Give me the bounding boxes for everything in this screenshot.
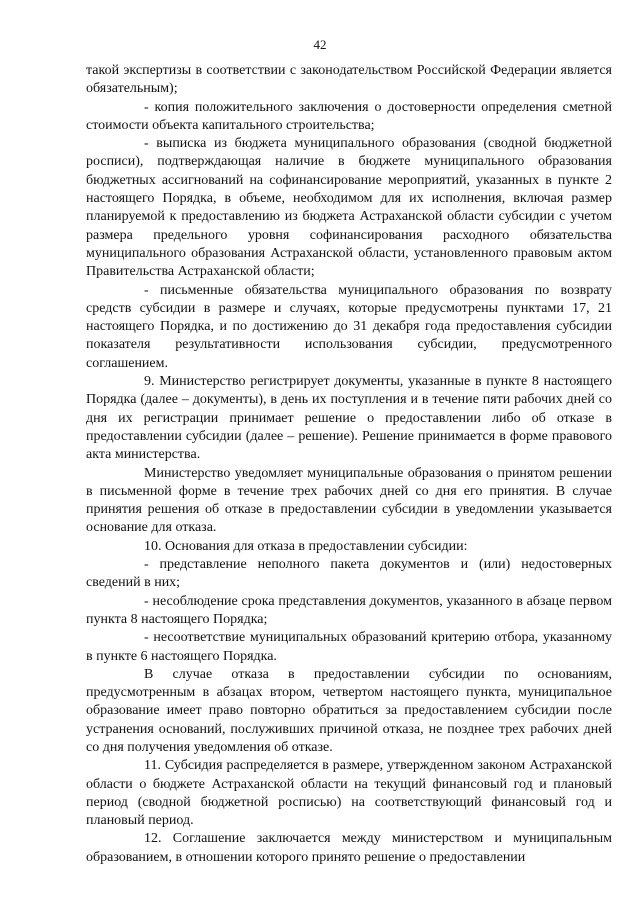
paragraph: - несоответствие муниципальных образований критерию отбора, указанному в пункте 6 настоящего Порядка.	[86, 630, 612, 664]
paragraph: 12. Соглашение заключается между министерством и муниципальным образованием, в отношении которого принято решение о предоставлении	[86, 831, 612, 865]
paragraph: Министерство уведомляет муниципальные образования о принятом решении в письменной форме в течение трех рабочих дней со дня его принятия. В случае принятия решения об отказе в предоставлении субсидии в уведомлении указывается основание для отказа.	[86, 465, 612, 536]
paragraph: В случае отказа в предоставлении субсидии по основаниям, предусмотренным в абзацах втором, четвертом настоящего пункта, муниципальное образование имеет право повторно обратиться за предоставлением субсидии после устранения оснований, послуживших причиной отказа, не позднее трех рабочих дней со дня получения уведомления об отказе.	[86, 666, 612, 755]
page-number: 42	[313, 37, 327, 52]
document-body	[86, 62, 612, 867]
paragraph: - письменные обязательства муниципального образования по возврату средств субсидии в размере и случаях, которые предусмотрены пунктами 17, 21 настоящего Порядка, и по достижению до 31 декабря года предоставления субсидии показателя результативности использования субсидии, предусмотренного соглашением.	[86, 282, 612, 371]
paragraph: - выписка из бюджета муниципального образования (сводной бюджетной росписи), подтверждающая наличие в бюджете муниципального образования бюджетных ассигнований на софинансирование мероприятий, указанных в пункте 2 настоящего Порядка, в объеме, необходимом для их исполнения, включая размер планируемой к предоставлению из бюджета Астраханской области субсидии с учетом размера предельного уровня софинансирования расходного обязательства муниципального образования Астраханской области, установленного правовым актом Правительства Астраханской области;	[86, 136, 612, 280]
paragraph: - представление неполного пакета документов и (или) недостоверных сведений в них;	[86, 557, 612, 591]
paragraph: - несоблюдение срока представления документов, указанного в абзаце первом пункта 8 настоящего Порядка;	[86, 593, 612, 627]
paragraph: 9. Министерство регистрирует документы, указанные в пункте 8 настоящего Порядка (далее – документы), в день их поступления и в течение пяти рабочих дней со дня их регистрации принимает решение о предоставлении либо об отказе в предоставлении субсидии (далее – решение). Решение принимается в форме правового акта министерства.	[86, 374, 612, 463]
paragraph: 11. Субсидия распределяется в размере, утвержденном законом Астраханской области о бюджете Астраханской области на текущий финансовый год и плановый период (сводной бюджетной росписью) на соответствующий финансовый год и плановый период.	[86, 758, 612, 829]
paragraph: 10. Основания для отказа в предоставлении субсидии:	[144, 538, 468, 554]
paragraph: такой экспертизы в соответствии с законодательством Российской Федерации является обязательным);	[86, 63, 612, 97]
paragraph: - копия положительного заключения о достоверности определения сметной стоимости объекта капитального строительства;	[86, 99, 612, 133]
